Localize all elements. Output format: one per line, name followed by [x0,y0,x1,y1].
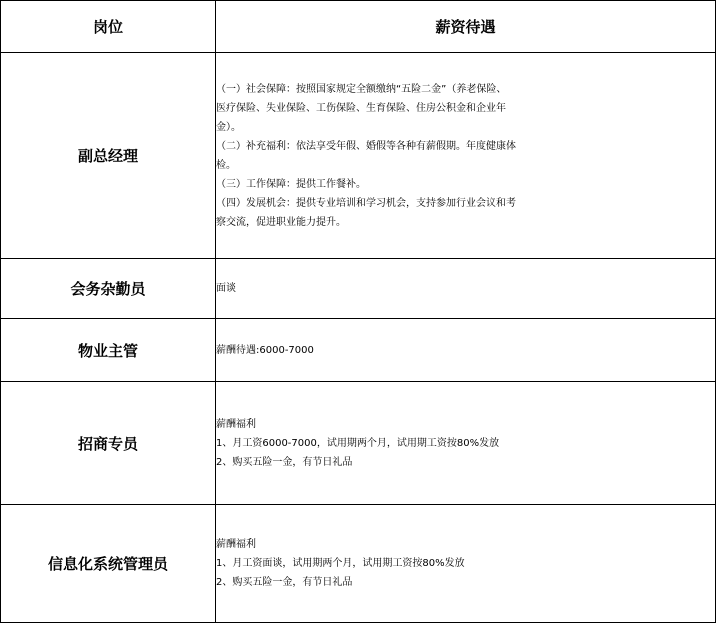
compensation-line: 察交流，促进职业能力提升。 [216,216,346,228]
role-cell: 信息化系统管理员 [1,505,216,623]
compensation-line: 面谈 [216,283,236,294]
compensation-line: 薪酬福利 [216,539,256,550]
compensation-line: （四）发展机会：提供专业培训和学习机会，支持参加行业会议和考 [216,197,516,209]
role-cell: 会务杂勤员 [1,259,216,319]
compensation-line: 2、购买五险一金，有节日礼品 [216,456,353,468]
table-row [1,382,716,505]
compensation-cell [216,53,716,259]
compensation-line: 医疗保险、失业保险、工伤保险、生育保险、住房公积金和企业年 [216,102,506,114]
compensation-cell [216,259,716,319]
header-compensation: 薪资待遇 [216,1,716,53]
compensation-cell [216,319,716,382]
role-cell: 物业主管 [1,319,216,382]
compensation-line: 1、月工资面谈，试用期两个月，试用期工资按80%发放 [216,558,465,569]
header-row [1,1,716,53]
table-row [1,259,716,319]
compensation-line: （一）社会保障：按照国家规定全额缴纳“五险二金”（养老保险、 [216,83,507,95]
compensation-line: 1、月工资6000-7000，试用期两个月，试用期工资按80%发放 [216,437,500,449]
header-position: 岗位 [1,1,216,53]
role-cell: 副总经理 [1,53,216,259]
compensation-line: （二）补充福利：依法享受年假、婚假等各种有薪假期。年度健康体 [216,140,516,152]
table-row [1,53,716,259]
compensation-cell [216,382,716,505]
table-row [1,505,716,623]
compensation-line: 薪酬福利 [216,418,256,430]
table-row [1,319,716,382]
compensation-line: 检。 [216,159,236,171]
compensation-line: 金）。 [216,121,241,133]
compensation-cell [216,505,716,623]
compensation-line: （三）工作保障：提供工作餐补。 [216,178,366,190]
compensation-line: 2、购买五险一金，有节日礼品 [216,577,353,588]
role-cell: 招商专员 [1,382,216,505]
compensation-line: 薪酬待遇:6000-7000 [216,344,314,356]
